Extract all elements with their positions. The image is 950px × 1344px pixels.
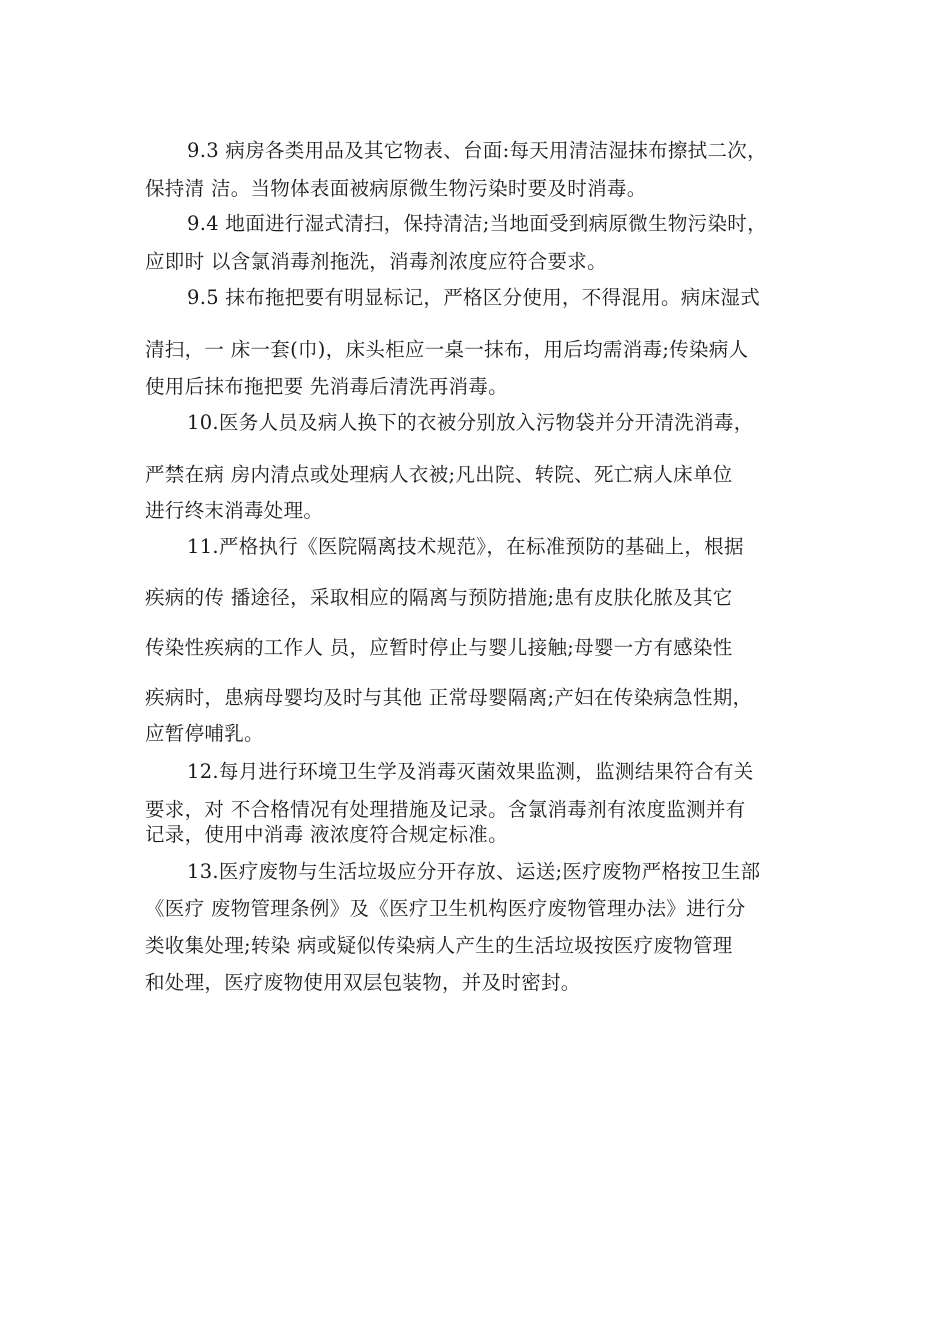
line-10-a: 10.医务人员及病人换下的衣被分别放入污物袋并分开清洗消毒，: [187, 411, 754, 434]
line-9-4-a: 9.4 地面进行湿式清扫，保持清洁;当地面受到病原微生物污染时，: [187, 212, 767, 235]
line-13-c: 类收集处理;转染 病或疑似传染病人产生的生活垃圾按医疗废物管理: [145, 934, 733, 957]
line-12-b: 要求，对 不合格情况有处理措施及记录。含氯消毒剂有浓度监测并有: [145, 798, 746, 821]
line-11-b: 疾病的传 播途径，采取相应的隔离与预防措施;患有皮肤化脓及其它: [145, 586, 733, 609]
line-9-5-b: 清扫，一 床一套(巾)，床头柜应一桌一抹布，用后均需消毒;传染病人: [145, 338, 749, 361]
line-11-c: 传染性疾病的工作人 员，应暂时停止与婴儿接触;母婴一方有感染性: [145, 636, 733, 659]
line-9-5-c: 使用后抹布拖把要 先消毒后清洗再消毒。: [145, 375, 508, 398]
line-9-3-a: 9.3 病房各类用品及其它物表、台面:每天用清洁湿抹布擦拭二次，: [187, 139, 767, 162]
line-9-4-b: 应即时 以含氯消毒剂拖洗，消毒剂浓度应符合要求。: [145, 250, 607, 273]
line-10-b: 严禁在病 房内清点或处理病人衣被;凡出院、转院、死亡病人床单位: [145, 463, 733, 486]
line-12-c: 记录，使用中消毒 液浓度符合规定标准。: [145, 823, 508, 846]
line-13-a: 13.医疗废物与生活垃圾应分开存放、运送;医疗废物严格按卫生部: [187, 860, 761, 883]
line-11-a: 11.严格执行《医院隔离技术规范》，在标准预防的基础上，根据: [187, 535, 744, 558]
line-13-b: 《医疗 废物管理条例》及《医疗卫生机构医疗废物管理办法》进行分: [145, 897, 746, 920]
line-9-5-a: 9.5 抹布拖把要有明显标记，严格区分使用，不得混用。病床湿式: [187, 286, 761, 309]
line-11-e: 应暂停哺乳。: [145, 722, 264, 745]
line-12-a: 12.每月进行环境卫生学及消毒灭菌效果监测，监测结果符合有关: [187, 760, 754, 783]
line-11-d: 疾病时，患病母婴均及时与其他 正常母婴隔离;产妇在传染病急性期，: [145, 686, 753, 709]
line-13-d: 和处理，医疗废物使用双层包装物，并及时密封。: [145, 971, 581, 994]
line-9-3-b: 保持清 洁。当物体表面被病原微生物污染时要及时消毒。: [145, 177, 647, 200]
line-10-c: 进行终末消毒处理。: [145, 499, 324, 522]
